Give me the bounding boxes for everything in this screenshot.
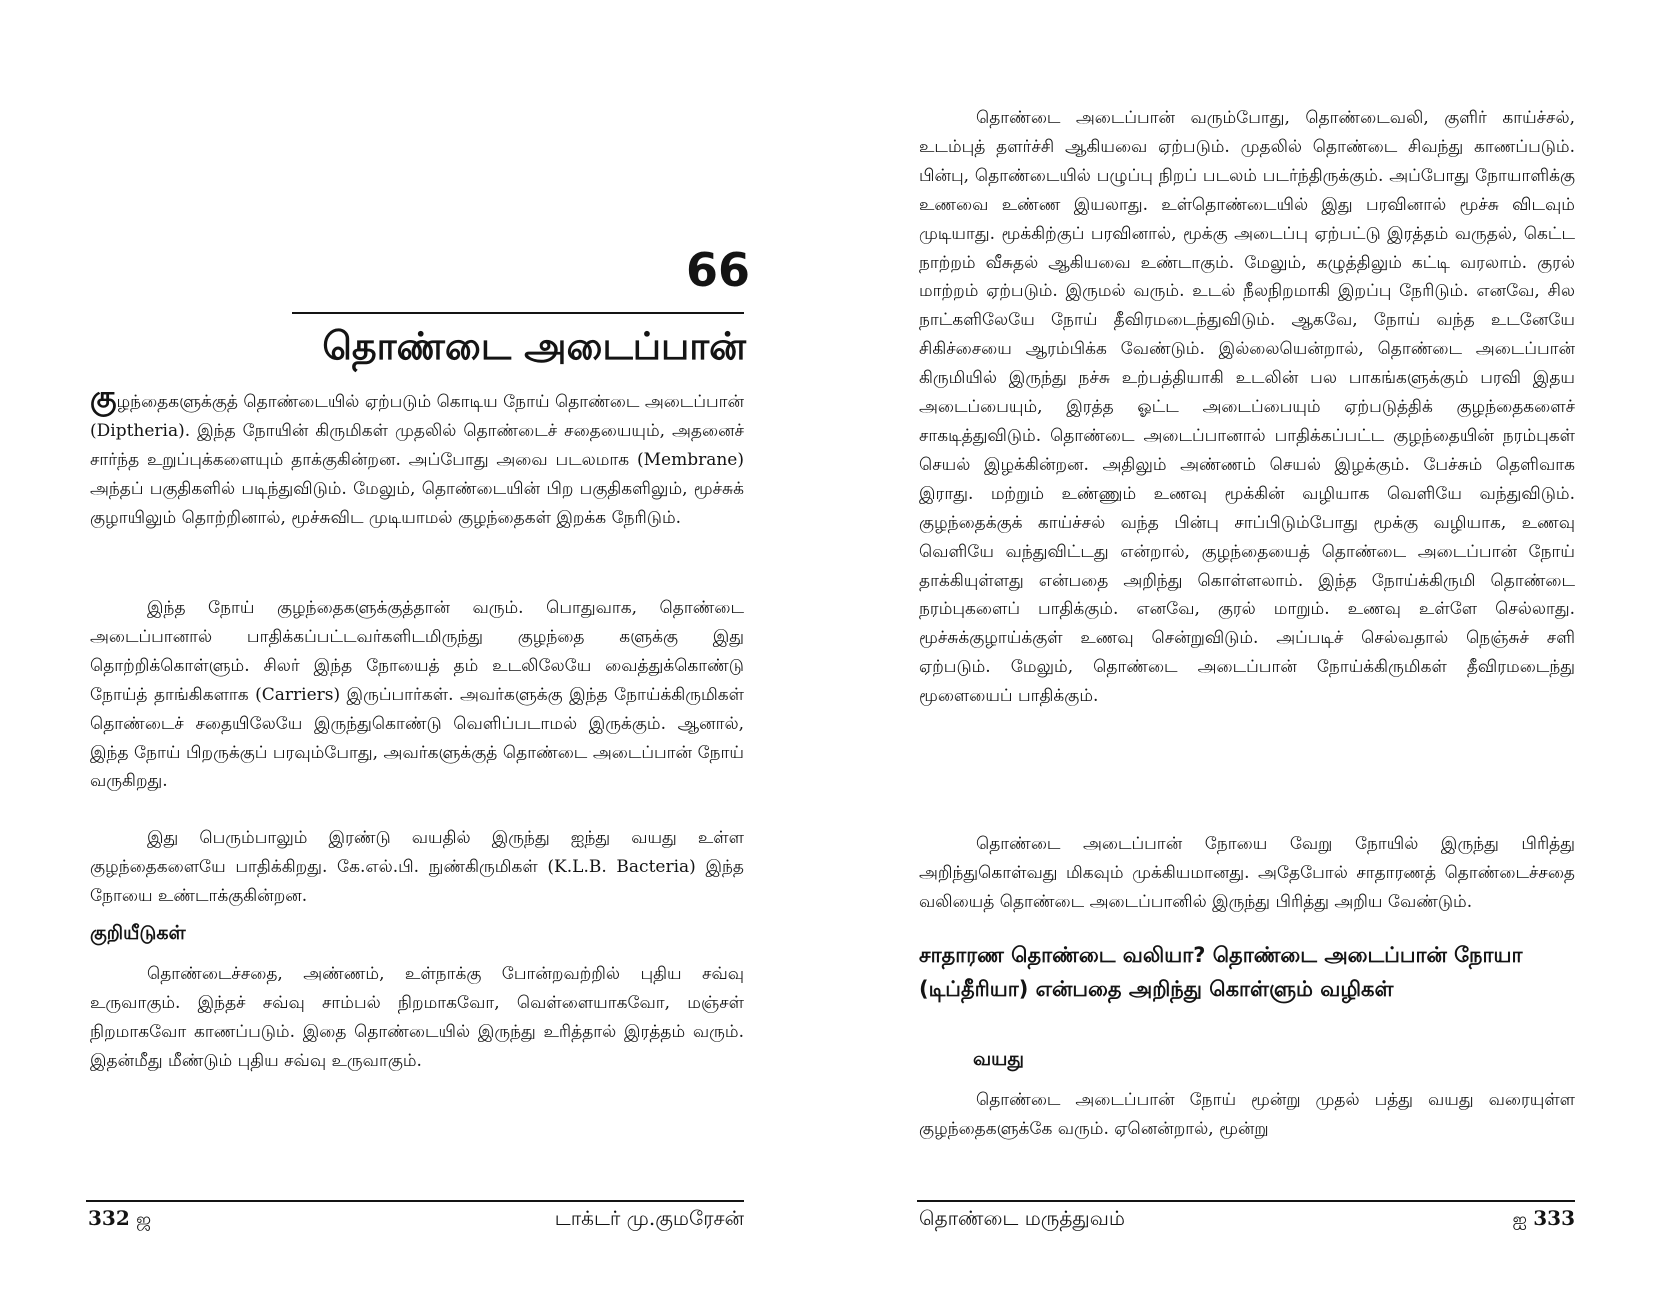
body-paragraph-3: இது பெரும்பாலும் இரண்டு வயதில் இருந்து ஐந்து வயது உள்ள குழந்தைகளையே பாதிக்கிறது. கே.எல்.பி. நுண்கிருமிகள் (K.L.B. Bacteria) இந்த நோயை உண்டாக்குகின்றன.: [90, 828, 744, 906]
chapter-number: 66: [685, 243, 750, 297]
section-subheading: வயது: [973, 1048, 1024, 1070]
drop-cap: கு: [90, 380, 117, 415]
right-page: [827, 0, 1654, 1299]
footer-page-number: [1387, 1204, 1575, 1234]
footer-author: டாக்டர் மு.குமரேசன்: [554, 1206, 744, 1230]
footer-rule: [86, 1200, 744, 1202]
ornament-glyph: ஐ: [1512, 1209, 1527, 1230]
age-paragraph: தொண்டை அடைப்பான் நோய் மூன்று முதல் பத்து வயது வரையுள்ள குழந்தைகளுக்கே வரும். ஏனென்றால், மூன்று: [919, 1090, 1575, 1139]
section-heading: சாதாரண தொண்டை வலியா? தொண்டை அடைப்பான் நோயா (டிப்தீரியா) என்பதை அறிந்து கொள்ளும் வழிகள்: [919, 943, 1523, 1001]
page-number: 333: [1533, 1206, 1575, 1230]
body-paragraph-1: தொண்டை அடைப்பான் வரும்போது, தொண்டைவலி, குளிர் காய்ச்சல், உடம்புத் தளர்ச்சி ஆகியவை ஏற்படும். முதலில் தொண்டை சிவந்து காணப்படும். பின்பு, தொண்டையில் பழுப்பு நிறப் படலம் படர்ந்திருக்கும். அப்போது நோயாளிக்கு உணவை உண்ண இயலாது. உள்தொண்டையில் இது பரவினால் மூச்சு விடவும் முடியாது. மூக்கிற்குப் பரவினால், மூக்கு அடைப்பு ஏற்பட்டு இரத்தம் வருதல், கெட்ட நாற்றம் வீசுதல் ஆகியவை உண்டாகும். மேலும், கழுத்திலும் கட்டி வரலாம். குரல் மாற்றம் ஏற்படும். இருமல் வரும். உடல் நீலநிறமாகி இறப்பு நேரிடும். எனவே, சில நாட்களிலேயே நோய் தீவிரமடைந்துவிடும். ஆகவே, நோய் வந்த உடனேயே சிகிச்சையை ஆரம்பிக்க வேண்டும். இல்லையென்றால், தொண்டை அடைப்பான் கிருமியில் இருந்து நச்சு உற்பத்தியாகி உடலின் பல பாகங்களுக்கும் பரவி இதய அடைப்பையும், இரத்த ஓட்ட அடைப்பையும் ஏற்படுத்திக் குழந்தைகளைச் சாகடித்துவிடும். தொண்டை அடைப்பானால் பாதிக்கப்பட்ட குழந்தையின் நரம்புகள் செயல் இழக்கின்றன. அதிலும் அண்ணம் செயல் இழக்கும். பேச்சும் தெளிவாக இராது. மற்றும் உண்ணும் உணவு மூக்கின் வழியாக வெளியே வந்துவிடும். குழந்தைக்குக் காய்ச்சல் வந்த பின்பு சாப்பிடும்போது மூக்கு வழியாக, உணவு வெளியே வந்துவிட்டது என்றால், குழந்தையைத் தொண்டை அடைப்பான் நோய் தாக்கியுள்ளது என்பதை அறிந்து கொள்ளலாம். இந்த நோய்க்கிருமி தொண்டை நரம்புகளைப் பாதிக்கும். எனவே, குரல் மாறும். உணவு உள்ளே செல்லாது. மூச்சுக்குழாய்க்குள் உணவு சென்றுவிடும். அப்படிச் செல்வதால் நெஞ்சுச் சளி ஏற்படும். மேலும், தொண்டை அடைப்பான் நோய்க்கிருமிகள் தீவிரமடைந்து மூளையைப் பாதிக்கும்.: [919, 108, 1575, 707]
intro-paragraph: [90, 380, 744, 533]
body-paragraph-2: தொண்டை அடைப்பான் நோயை வேறு நோயில் இருந்து பிரித்து அறிந்துகொள்வது மிகவும் முக்கியமானது. அதேபோல் சாதாரணத் தொண்டைச்சதை வலியைத் தொண்டை அடைப்பானில் இருந்து பிரித்து அறிய வேண்டும்.: [919, 834, 1575, 912]
symptoms-paragraph: தொண்டைச்சதை, அண்ணம், உள்நாக்கு போன்றவற்றில் புதிய சவ்வு உருவாகும். இந்தச் சவ்வு சாம்பல் நிறமாகவோ, வெள்ளையாகவோ, மஞ்சள் நிறமாகவோ காணப்படும். இதை தொண்டையில் இருந்து உரித்தால் இரத்தம் வரும். இதன்மீது மீண்டும் புதிய சவ்வு உருவாகும்.: [90, 964, 744, 1071]
page-number: 332: [88, 1206, 130, 1230]
body-paragraph-2: இந்த நோய் குழந்தைகளுக்குத்தான் வரும். பொதுவாக, தொண்டை அடைப்பானால் பாதிக்கப்பட்டவர்களிடமிருந்து குழந்தை களுக்கு இது தொற்றிக்கொள்ளும். சிலர் இந்த நோயைத் தம் உடலிலேயே வைத்துக்கொண்டு நோய்த் தாங்கிகளாக (Carriers) இருப்பார்கள். அவர்களுக்கு இந்த நோய்க்கிருமிகள் தொண்டைச் சதையிலேயே இருந்துகொண்டு வெளிப்படாமல் இருக்கும். ஆனால், இந்த நோய் பிறருக்குப் பரவும்போது, அவர்களுக்குத் தொண்டை அடைப்பான் நோய் வருகிறது.: [90, 598, 744, 792]
intro-paragraph-text: ழந்தைகளுக்குத் தொண்டையில் ஏற்படும் கொடிய நோய் தொண்டை அடைப்பான் (Diptheria). இந்த நோயின் கிருமிகள் முதலில் தொண்டைச் சதையையும், அதனைச் சார்ந்த உறுப்புக்களையும் தாக்குகின்றன. அப்போது அவை படலமாக (Membrane) அந்தப் பகுதிகளில் படிந்துவிடும். மேலும், தொண்டையின் பிற பகுதிகளிலும், மூச்சுக் குழாயிலும் தொற்றினால், மூச்சுவிட முடியாமல் குழந்தைகள் இறக்க நேரிடும்.: [90, 392, 744, 528]
footer-page-number: [88, 1204, 151, 1234]
section-subheading: குறியீடுகள்: [90, 922, 186, 944]
ornament-glyph: ஜ: [136, 1209, 152, 1230]
footer-rule: [917, 1200, 1575, 1202]
chapter-title: தொண்டை அடைப்பான்: [322, 324, 746, 368]
footer-book-title: தொண்டை மருத்துவம்: [919, 1206, 1125, 1230]
chapter-title-rule: [292, 312, 744, 314]
